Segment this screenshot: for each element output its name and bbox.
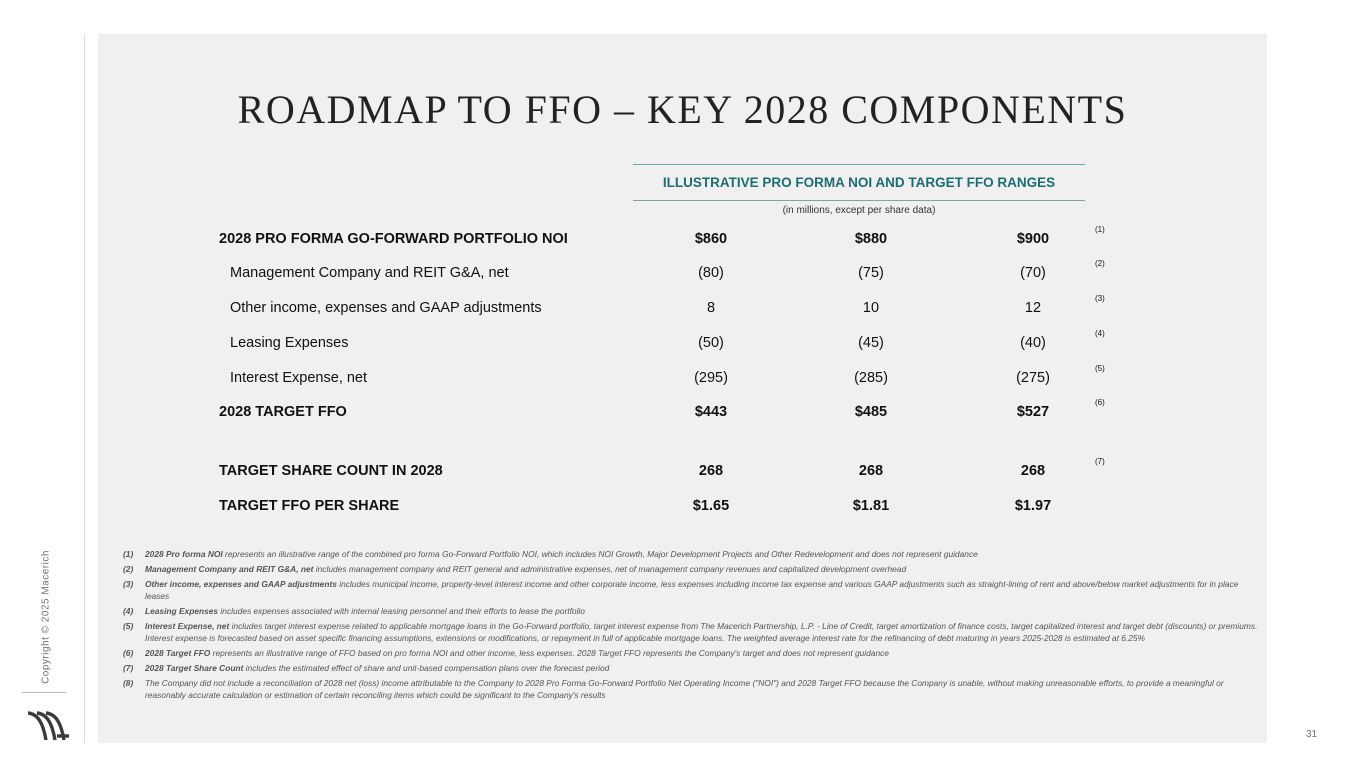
table-row-portfolio-noi [98, 225, 1267, 251]
row-value-mid: 268 [858, 463, 884, 479]
footnote-term: Other income, expenses and GAAP adjustments [145, 579, 337, 589]
row-value-mid: (75) [858, 265, 884, 281]
table-header-title: ILLUSTRATIVE PRO FORMA NOI AND TARGET FFO RANGES [662, 175, 1056, 190]
row-footnote-ref: (7) [1095, 457, 1105, 466]
row-footnote-ref: (3) [1095, 294, 1105, 303]
table-row-interest [98, 364, 1267, 390]
row-value-low: (80) [698, 265, 724, 281]
footnotes [123, 548, 1258, 704]
footnote-text: includes management company and REIT general and administrative expenses, net of management company revenues and capitalized development overhead [313, 564, 907, 574]
row-value-low: $443 [694, 404, 728, 420]
row-value-low: $1.65 [692, 498, 730, 514]
row-label: Management Company and REIT G&A, net [230, 265, 509, 281]
row-value-mid: (285) [854, 370, 888, 386]
table-row-ga [98, 259, 1267, 285]
footnote-term: Interest Expense, net [145, 621, 230, 631]
footnote-term: Leasing Expenses [145, 606, 219, 616]
page-title: ROADMAP TO FFO – KEY 2028 COMPONENTS [237, 87, 1128, 132]
footnote-number: (4) [123, 606, 134, 616]
row-value-low: (295) [694, 370, 728, 386]
row-value-high: $900 [1016, 231, 1050, 247]
footnote-text: The Company did not include a reconciliation of 2028 net (loss) income attributable to the Company to 2028 Pro Forma Go-Forward Portfolio Net Operating Income ("NOI") and 2028 Target FFO because the Company is unable, without making unreasonable efforts, to provide a meaningful or reasonably accurate calculation or estimation of certain reconciling items which could be significant to the Company's results [145, 678, 1224, 700]
left-divider [84, 34, 85, 743]
row-value-high: $527 [1016, 404, 1050, 420]
footnote-term: 2028 Pro forma NOI [145, 549, 223, 559]
row-label: Other income, expenses and GAAP adjustments [230, 300, 542, 316]
row-value-high: 12 [1024, 300, 1042, 316]
row-value-low: (50) [698, 335, 724, 351]
footnote [123, 605, 1258, 617]
footnote-number: (1) [123, 549, 134, 559]
footnote-number: (7) [123, 663, 134, 673]
footnote [123, 662, 1258, 674]
row-value-mid: $485 [854, 404, 888, 420]
row-value-high: (40) [1020, 335, 1046, 351]
row-value-mid: $1.81 [852, 498, 890, 514]
row-label: Leasing Expenses [230, 335, 349, 351]
header-top-rule [633, 164, 1085, 165]
row-label: 2028 TARGET FFO [219, 404, 347, 420]
footnote-number: (2) [123, 564, 134, 574]
footnote [123, 548, 1258, 560]
footnote-text: includes expenses associated with internal leasing personnel and their efforts to lease the portfolio [218, 606, 585, 616]
row-value-high: $1.97 [1014, 498, 1052, 514]
row-label: 2028 PRO FORMA GO-FORWARD PORTFOLIO NOI [219, 231, 568, 247]
header-bottom-rule [633, 200, 1085, 201]
row-footnote-ref: (1) [1095, 225, 1105, 234]
footnote [123, 620, 1258, 644]
table-header-subtitle: (in millions, except per share data) [782, 205, 936, 216]
row-value-mid: 10 [862, 300, 880, 316]
row-value-mid: (45) [858, 335, 884, 351]
footnote-term: 2028 Target FFO [145, 648, 211, 658]
footnote [123, 578, 1258, 602]
row-label: TARGET FFO PER SHARE [219, 498, 400, 514]
table-row-share-count [98, 457, 1267, 483]
row-footnote-ref: (4) [1095, 329, 1105, 338]
footnote-text: represents an illustrative range of FFO based on pro forma NOI and other income, less expenses. 2028 Target FFO represents the Company's target and does not represent guidance [210, 648, 889, 658]
row-value-low: 8 [706, 300, 716, 316]
footnote [123, 647, 1258, 659]
row-value-low: $860 [694, 231, 728, 247]
row-footnote-ref: (6) [1095, 398, 1105, 407]
content-panel [98, 34, 1267, 743]
footnote-number: (5) [123, 621, 134, 631]
row-value-high: (70) [1020, 265, 1046, 281]
footnote-text: includes target interest expense related to applicable mortgage loans in the Go-Forward portfolio, target interest expense from The Macerich Partnership, L.P. - Line of Credit, target amortization of finance costs, target capitalized interest and target debt (discounts) or premiums. Interest expense is forecasted based on asset specific financing assumptions, extensions or modifications, or repayment in full of applicable mortgage loans. The weighted average interest rate for the refinancing of debt maturing in years 2025-2028 is estimated at 6.25% [145, 621, 1258, 643]
page-number: 31 [1306, 729, 1318, 740]
footnote-number: (8) [123, 678, 134, 688]
footnote-term: 2028 Target Share Count [145, 663, 244, 673]
footnote-text: represents an illustrative range of the combined pro forma Go-Forward Portfolio NOI, which includes NOI Growth, Major Development Projects and Other Redevelopment and does not represent guidance [222, 549, 978, 559]
row-value-low: 268 [698, 463, 724, 479]
row-value-mid: $880 [854, 231, 888, 247]
table-row-target-ffo [98, 398, 1267, 424]
footnote [123, 563, 1258, 575]
row-value-high: 268 [1020, 463, 1046, 479]
table-row-leasing [98, 329, 1267, 355]
footnote-term: Management Company and REIT G&A, net [145, 564, 314, 574]
table-row-other-income [98, 294, 1267, 320]
table-row-ffo-per-share [98, 498, 1267, 518]
footnote-number: (6) [123, 648, 134, 658]
footnote-number: (3) [123, 579, 134, 589]
copyright-text: Copyright © 2025 Macerich [40, 550, 52, 684]
row-footnote-ref: (5) [1095, 364, 1105, 373]
row-footnote-ref: (2) [1095, 259, 1105, 268]
row-label: Interest Expense, net [230, 370, 368, 386]
row-label: TARGET SHARE COUNT IN 2028 [219, 463, 443, 479]
footnote [123, 677, 1258, 701]
macerich-logo-icon [28, 709, 72, 741]
footnote-text: includes the estimated effect of share and unit-based compensation plans over the forecast period [243, 663, 610, 673]
footnote-text: includes municipal income, property-level interest income and other corporate income, less expenses including income tax expense and various GAAP adjustments such as straight-lining of rent and above/below market adjustments for in place leases [145, 579, 1239, 601]
logo-divider [22, 692, 66, 693]
row-value-high: (275) [1016, 370, 1050, 386]
